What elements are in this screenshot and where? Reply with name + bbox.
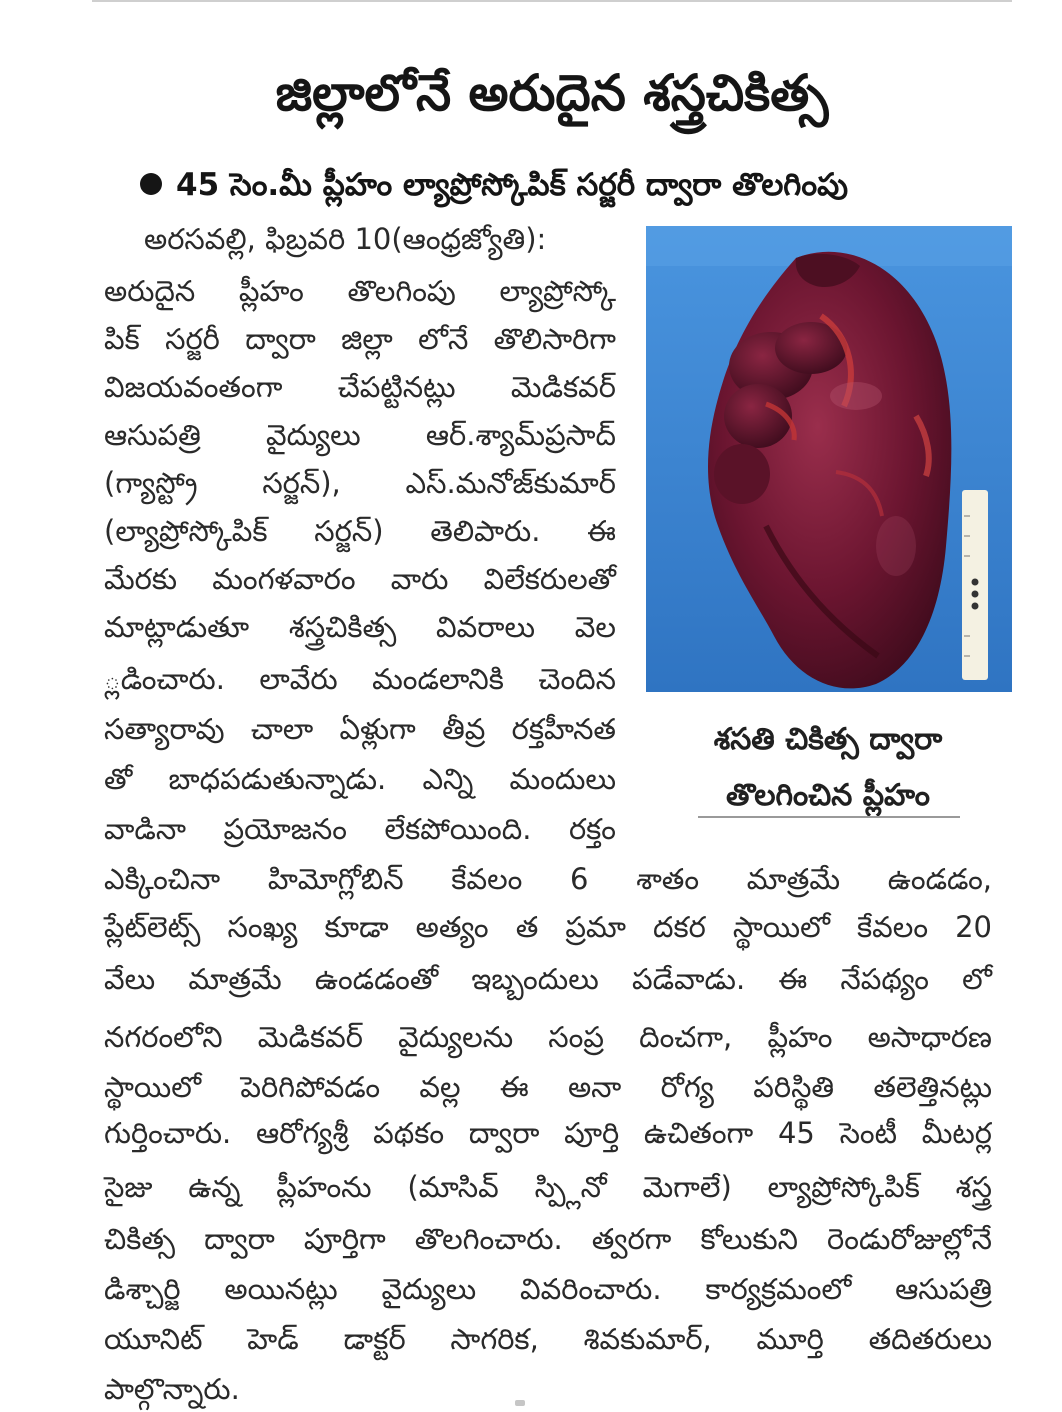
article-line: విజయవంతంగా చేపట్టినట్లు మెడికవర్ [104, 370, 616, 404]
article-line: ్లడించారు. లావేరు మండలానికి చెందిన [104, 662, 616, 696]
bullet-icon [140, 173, 162, 195]
article-line: మేరకు మంగళవారం వారు విలేకరులతో [104, 562, 616, 596]
article-line: తో బాధపడుతున్నాడు. ఎన్ని మందులు [104, 762, 616, 796]
page-edge-mark [515, 1400, 525, 1406]
article-line: వేలు మాత్రమే ఉండడంతో ఇబ్బందులు పడేవాడు. ఈ నేపథ్యం లో [104, 962, 992, 996]
article-line: ఎక్కించినా హిమోగ్లోబిన్ కేవలం 6 శాతం మాత్రమే ఉండడం, [104, 862, 992, 896]
subheadline [140, 160, 1010, 210]
photo-caption [688, 712, 968, 824]
caption-rule [698, 816, 960, 818]
article-line: పాల్గొన్నారు. [104, 1372, 240, 1406]
article-line: నగరంలోని మెడికవర్ వైద్యులను సంప్ర దించగా, ప్లీహం అసాధారణ [104, 1020, 992, 1054]
article-line: అరుదైన ప్లీహం తొలగింపు ల్యాప్రోస్కో [104, 274, 616, 308]
article-line: మాట్లాడుతూ శస్త్రచికిత్స వివరాలు వెల [104, 610, 616, 644]
spleen-photo [646, 226, 1012, 692]
subheadline-text: 45 సెం.మీ ప్లీహం ల్యాప్రోస్కోపిక్ సర్జరీ ద్వారా తొలగింపు [176, 167, 849, 203]
article-line: పిక్ సర్జరీ ద్వారా జిల్లా లోనే తొలిసారిగా [104, 322, 616, 356]
photo-caption-line: శసతి చికిత్స ద్వారా [713, 722, 943, 757]
spleen-photo-graphic [646, 226, 1012, 692]
article-line: ప్లేట్‌లెట్స్ సంఖ్య కూడా అత్యం త ప్రమా దకర స్థాయిలో కేవలం 20 [104, 910, 992, 944]
article-line: వాడినా ప్రయోజనం లేకపోయింది. రక్తం [104, 812, 616, 846]
article-line: డిశ్చార్జి అయినట్లు వైద్యులు వివరించారు. కార్యక్రమంలో ఆసుపత్రి [104, 1272, 992, 1306]
article-line: సైజు ఉన్న ప్లీహంను (మాసివ్ స్ప్లినో మెగాలే) ల్యాప్రోస్కోపిక్ శస్త్ర [104, 1170, 992, 1204]
article-line: స్థాయిలో పెరిగిపోవడం వల్ల ఈ అనా రోగ్య పరిస్థితి తలెత్తినట్లు [104, 1070, 992, 1104]
article-line: యూనిట్ హెడ్ డాక్టర్ సాగరిక, శివకుమార్, మూర్తి తదితరులు [104, 1322, 992, 1356]
article-line: చికిత్స ద్వారా పూర్తిగా తొలగించారు. త్వరగా కోలుకుని రెండురోజుల్లోనే [104, 1222, 992, 1256]
article-line: ఆసుపత్రి వైద్యులు ఆర్.శ్యామ్‌ప్రసాద్ [104, 418, 616, 452]
article-line: గుర్తించారు. ఆరోగ్యశ్రీ పథకం ద్వారా పూర్తి ఉచితంగా 45 సెంటీ మీటర్ల [104, 1116, 992, 1150]
top-rule [92, 0, 1012, 2]
headline: జిల్లాలోనే అరుదైన శస్త్రచికిత్స [275, 64, 829, 122]
article-line: (గ్యాస్ట్రో సర్జన్), ఎస్.మనోజ్‌కుమార్ [104, 466, 616, 500]
article-line: సత్యారావు చాలా ఏళ్లుగా తీవ్ర రక్తహీనత [104, 712, 616, 746]
photo-caption-line: తొలగించిన ప్లీహం [726, 778, 930, 813]
article-line: (ల్యాప్రోస్కోపిక్ సర్జన్) తెలిపారు. ఈ [104, 514, 616, 548]
article-line: అరసవల్లి, ఫిబ్రవరి 10(ఆంధ్రజ్యోతి): [144, 222, 547, 256]
